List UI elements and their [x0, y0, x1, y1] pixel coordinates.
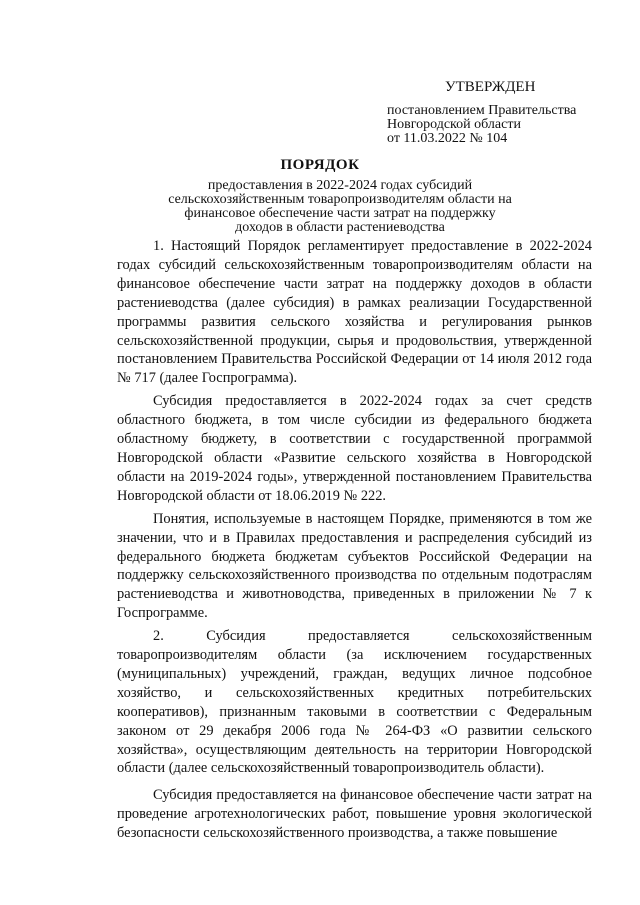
- paragraph: 1. Настоящий Порядок регламентирует предоставление в 2022-2024 годах субсидий сельскохозяйственным товаропроизводителям области на финансовое обеспечение части затрат на поддержку доходов в области растениеводства (далее субсидия) в рамках реализации Государственной программы развития сельского хозяйства и регулирования рынков сельскохозяйственной продукции, сырья и продовольствия, утвержденной постановлением Правительства Российской Федерации от 14 июля 2012 года № 717 (далее Госпрограмма).: [117, 238, 592, 387]
- document-subtitle: предоставления в 2022-2024 годах субсидий сельскохозяйственным товаропроизводителям области на финансовое обеспечение части затрат на поддержку доходов в области растениеводства: [168, 178, 512, 235]
- approval-line: от 11.03.2022 № 104: [387, 131, 508, 146]
- paragraph: Субсидия предоставляется в 2022-2024 годах за счет средств областного бюджета, в том числе субсидии из федерального бюджета областному бюджету, в соответствии с государственной программой Новгородской области «Развитие сельского хозяйства в Новгородской области на 2019-2024 годы», утвержденной постановлением Правительства Новгородской области от 18.06.2019 № 222.: [117, 393, 592, 504]
- approval-line: постановлением Правительства: [387, 103, 577, 118]
- approval-stamp: [387, 78, 627, 146]
- approval-title: УТВЕРЖДЕН: [445, 79, 536, 95]
- document-body: [117, 237, 592, 843]
- paragraph: Субсидия предоставляется на финансовое обеспечение части затрат на проведение агротехнологических работ, повышение уровня экологической безопасности сельскохозяйственного производства, а также повышение: [117, 787, 592, 842]
- paragraph: 2. Субсидия предоставляется сельскохозяйственным товаропроизводителям области (за исключением государственных (муниципальных) учреждений, граждан, ведущих личное подсобное хозяйство, и сельскохозяйственных кредитных потребительских кооперативов), признанным таковыми в соответствии с Федеральным законом от 29 декабря 2006 года № 264-ФЗ «О развитии сельского хозяйства», осуществляющим деятельность на территории Новгородской области (далее сельскохозяйственный товаропроизводитель области).: [117, 628, 592, 777]
- paragraph: Понятия, используемые в настоящем Порядке, применяются в том же значении, что и в Правилах предоставления и распределения субсидий из федерального бюджета бюджетам субъектов Российской Федерации на поддержку сельскохозяйственного производства по отдельным подотраслям растениеводства и животноводства, приведенных в приложении № 7 к Госпрограмме.: [117, 510, 592, 622]
- document-title: ПОРЯДОК: [280, 157, 360, 173]
- approval-line: Новгородской области: [387, 117, 521, 132]
